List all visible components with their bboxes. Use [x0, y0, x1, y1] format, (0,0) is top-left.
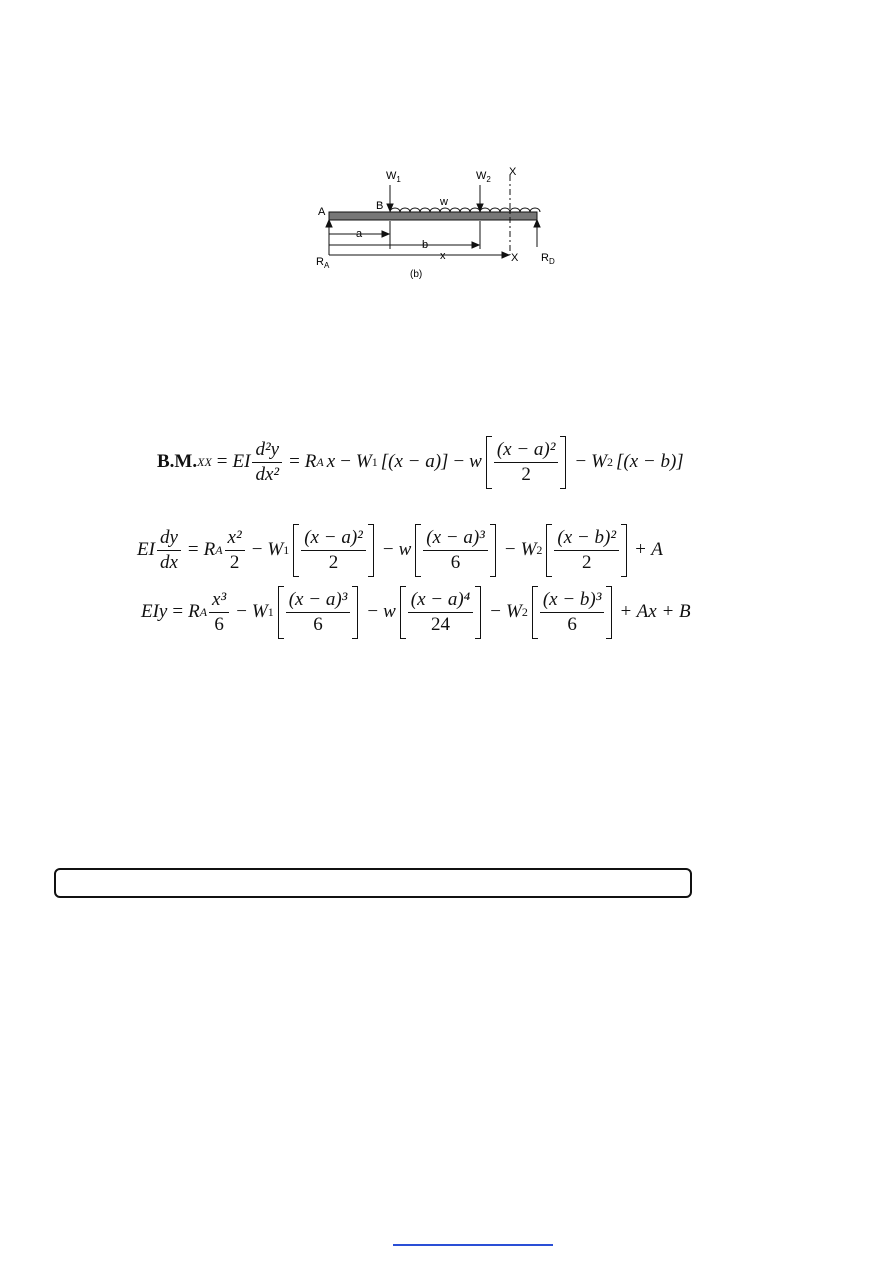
reaction-ra-arrow [326, 220, 332, 255]
equation-deflection: EIy = R A $\frac{\text{x³}}{6}$ − W 1 $\frac{\text{(x − a)³}}{6}$ − w $\frac{\text{(x − a)⁴}}{24}$ − W 2 $\frac{\text{(x − b)³}}{6}$ + Ax + B [141, 589, 691, 635]
distributed-load [390, 208, 540, 212]
load-w1-arrow [387, 185, 393, 211]
dimension-b [329, 221, 480, 249]
equation-slope: EI $\frac{dy}{dx}$ = R A $\frac{\text{x²}}{2}$ − W 1 $\frac{\text{(x − a)²}}{2}$ − w $\frac{\text{(x − a)³}}{6}$ − W 2 $\frac{\text{(x − b)²}}{2}$ + A [137, 527, 663, 573]
dimension-x [329, 252, 509, 258]
label-rd: $R_D$ [541, 252, 555, 266]
label-b-point: B [376, 200, 384, 212]
beam-diagram [300, 155, 570, 285]
footer-link[interactable] [393, 1244, 553, 1246]
label-w1: $W_1$ [386, 170, 401, 184]
label-x-bottom: X [511, 252, 519, 264]
reaction-rd-arrow [534, 220, 540, 247]
label-x-dim: x [440, 250, 446, 262]
load-w2-arrow [477, 185, 483, 211]
equation-bending-moment: B.M. XX = EI $\frac{\text{d²y}}{\text{dx²}}$ = R A x − W 1 [(x − a)] − w $\frac{\text{(x − a)²}}{2}$ − W 2 [(x − b)] [157, 439, 684, 485]
figure-caption: (b) [410, 269, 423, 280]
label-a-end: A [318, 206, 326, 218]
label-a-dim: a [356, 228, 363, 240]
label-w: w [440, 196, 448, 208]
label-w2: $W_2$ [476, 170, 491, 184]
label-ra: $R_A$ [316, 256, 330, 270]
label-x-top: X [509, 166, 517, 178]
beam [329, 212, 537, 220]
label-b-dim: b [422, 239, 429, 251]
empty-text-box[interactable] [54, 868, 692, 898]
